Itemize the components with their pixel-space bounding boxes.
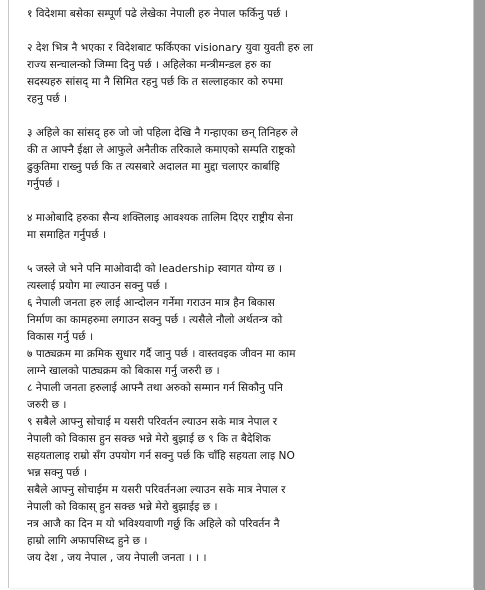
paragraph-line: सबैले आफ्नु सोचाईम म यसरी परिवर्तनआ ल्याउन सके मात्र नेपाल र xyxy=(27,484,286,496)
paragraph-line: सहयतालाइ राम्रो सँग उपयोग गर्न सक्नु पर्छ कि चाँहि सहयता लाइ NO xyxy=(27,450,295,462)
document-body xyxy=(27,6,457,567)
paragraph-line: ८ नेपाली जनता हरुलाई आफ्नै तथा अरुको सम्मान गर्न सिकौनु पनि xyxy=(27,382,283,394)
paragraph-line: ६ नेपाली जनता हरु लाई आन्दोलन गर्नेमा गराउन मात्र हैन बिकास xyxy=(27,297,275,309)
paragraph-line: नेपाली को विकास हुन सक्छ भन्ने मेरो बुझाई छ ९ कि त बैदेशिक xyxy=(27,433,271,445)
paragraph-line: त्यस्लाई प्रयोग मा ल्याउन सक्नु पर्छ । xyxy=(27,280,168,292)
paragraph-line: रहनु पर्छ । xyxy=(27,93,68,105)
paragraph-5 xyxy=(27,261,457,567)
paragraph-line: नत्र आजै का दिन म यो भविश्यवाणी गर्छु कि अहिले को परिवर्तन नै xyxy=(27,518,280,530)
right-gutter xyxy=(474,0,485,590)
paragraph-line: ७ पाठ्यक्रम मा क्रमिक सुधार गर्दै जानु पर्छ । वास्तवइक जीवन मा काम xyxy=(27,348,296,360)
paragraph-line: निर्माण का कामहरुमा लगाउन सक्नु पर्छ । त्यसैले नौलो अर्थतन्त्र को xyxy=(27,314,283,326)
paragraph-line: जरुरी छ । xyxy=(27,399,67,411)
paragraph-line: लाग्ने खालको पाठ्यक्रम को बिकास गर्नु जरुरी छ । xyxy=(27,365,220,377)
paragraph-line: गर्नुपर्छ । xyxy=(27,178,60,190)
paragraph-3 xyxy=(27,125,457,193)
paragraph-4 xyxy=(27,210,457,244)
paragraph-line: ५ जस्ले जे भने पनि माओवादी को leadership स्वागत योग्य छ । xyxy=(27,263,283,275)
paragraph-line: सदस्यहरु सांसद् मा नै सिमित रहनु पर्छ कि त सल्लाहकार को रुपमा xyxy=(27,76,283,88)
paragraph-line: जय देश , जय नेपाल , जय नेपाली जनता । । । xyxy=(27,552,207,564)
paragraph-line: हाम्रो लागि अफापसिध्द हुने छ । xyxy=(27,535,148,547)
paragraph-line: भन्न सक्नु पर्छ । xyxy=(27,467,87,479)
paragraph-line: ढुकुतिमा राख्नु पर्छ कि त त्यसबारे अदालत मा मुद्दा चलाएर कार्बाहि xyxy=(27,161,280,173)
paragraph-line: ९ सबैले आफ्नु सोचाई म यसरी परिवर्तन ल्याउन सके मात्र नेपाल र xyxy=(27,416,278,428)
paragraph-line: नेपाली को विकास् हुन सक्छ भन्ने मेरो बुझाईइ छ । xyxy=(27,501,218,513)
paragraph-line: १ विदेशमा बसेका सम्पूर्ण पढे लेखेका नेपाली हरु नेपाल फर्किनु पर्छ । xyxy=(27,8,288,20)
paragraph-line: की त आफ्नै ईक्षा ले आफुले अनैतीक तरिकाले कमाएको सम्पति राष्ट्रको xyxy=(27,144,296,156)
paragraph-line: मा समाहित गर्नुपर्छ । xyxy=(27,229,107,241)
paragraph-line: राज्य सन्चालन्को जिम्मा दिनु पर्छ । अहिलेका मन्त्रीमन्डल हरु का xyxy=(27,59,272,71)
paragraph-line: विकास गर्नु पर्छ । xyxy=(27,331,94,343)
paragraph-line: २ देश भित्र नै भएका र विदेशबाट फर्किएका visionary युवा युवती हरु ला xyxy=(27,42,314,54)
paragraph-line: ४ माओबादि हरुका सैन्य शक्तिलाइ आवश्यक तालिम दिएर राष्ट्रीय सेना xyxy=(27,212,293,224)
paragraph-1 xyxy=(27,6,457,23)
paragraph-2 xyxy=(27,40,457,108)
paragraph-line: ३ अहिले का सांसद् हरु जो जो पहिला देखि नै गन्हाएका छन् तिनिहरु ले xyxy=(27,127,298,139)
